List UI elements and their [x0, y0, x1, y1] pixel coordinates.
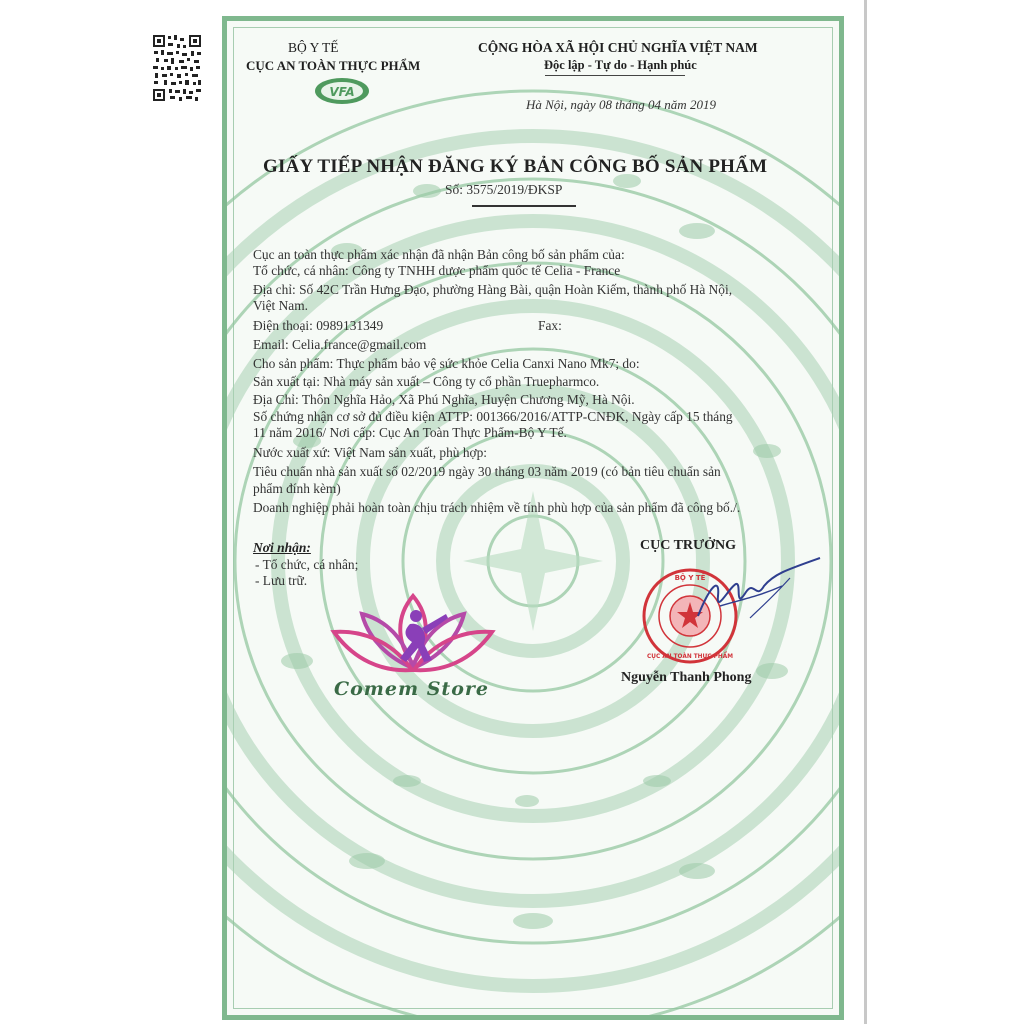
- stamp-top-text: BỘ Y TẾ: [674, 574, 706, 582]
- email-line: Email: Celia.france@gmail.com: [253, 337, 427, 352]
- standard-line: Tiêu chuẩn nhà sản xuất số 02/2019 ngày 30 tháng 03 năm 2019 (có bản tiêu chuẩn sản: [253, 464, 721, 479]
- certification-line: Số chứng nhận cơ sở đủ điều kiện ATTP: 001366/2016/ATTP-CNĐK, Ngày cấp 15 tháng: [253, 409, 733, 424]
- signer-name: Nguyễn Thanh Phong: [621, 670, 752, 685]
- recipient-item: - Tổ chức, cá nhân;: [255, 557, 359, 572]
- document-number: Số: 3575/2019/ĐKSP: [445, 182, 563, 197]
- signer-title: CỤC TRƯỞNG: [640, 538, 737, 553]
- phone-line: Điện thoại: 0989131349: [253, 318, 384, 333]
- national-motto: Độc lập - Tự do - Hạnh phúc: [544, 58, 697, 72]
- manufacturer-line: Sản xuất tại: Nhà máy sản xuất – Công ty cổ phần Truepharmco.: [253, 374, 600, 389]
- store-watermark-text: Comem Store: [334, 678, 489, 700]
- body-intro: Cục an toàn thực phẩm xác nhận đã nhận Bản công bố sản phẩm của:: [253, 247, 625, 262]
- fax-line: Fax:: [538, 318, 562, 333]
- origin-line: Nước xuất xứ: Việt Nam sản xuất, phù hợp:: [253, 445, 488, 460]
- certification-line-cont: 11 năm 2016/ Nơi cấp: Cục An Toàn Thực Phẩm-Bộ Y Tế.: [253, 425, 567, 440]
- stamp-ring-text: CỤC AN TOÀN THỰC PHẨM: [647, 654, 733, 660]
- ministry-name: BỘ Y TẾ: [288, 40, 339, 55]
- vfa-logo: [312, 76, 372, 106]
- organization-line: Tổ chức, cá nhân: Công ty TNHH dược phẩm quốc tế Celia - France: [253, 263, 621, 278]
- document-title: GIẤY TIẾP NHẬN ĐĂNG KÝ BẢN CÔNG BỐ SẢN PHẨM: [263, 156, 768, 177]
- issue-date: Hà Nội, ngày 08 tháng 04 năm 2019: [526, 97, 716, 112]
- manufacturer-address: Địa Chỉ: Thôn Nghĩa Hảo, Xã Phú Nghĩa, Huyện Chương Mỹ, Hà Nội.: [253, 392, 635, 407]
- motto-underline: [545, 75, 685, 76]
- address-line-cont: Việt Nam.: [253, 298, 308, 313]
- product-line: Cho sản phẩm: Thực phẩm bảo vệ sức khỏe Celia Canxi Nano Mk7; do:: [253, 356, 640, 371]
- standard-line-cont: phẩm đính kèm): [253, 481, 341, 496]
- vfa-logo-text: VFA: [329, 85, 355, 99]
- handwritten-signature: [690, 556, 830, 636]
- department-name: CỤC AN TOÀN THỰC PHẨM: [246, 58, 421, 73]
- responsibility-line: Doanh nghiệp phải hoàn toàn chịu trách nhiệm về tính phù hợp của sản phẩm đã công bố./.: [253, 500, 741, 515]
- nation-name: CỘNG HÒA XÃ HỘI CHỦ NGHĨA VIỆT NAM: [478, 40, 758, 55]
- qr-code: [152, 33, 202, 103]
- recipient-item: - Lưu trữ.: [255, 573, 308, 588]
- title-underline: [472, 205, 576, 207]
- page-edge-line: [864, 0, 867, 1024]
- recipients-label: Nơi nhận:: [253, 540, 311, 555]
- address-line: Địa chỉ: Số 42C Trần Hưng Đạo, phường Hàng Bài, quận Hoàn Kiếm, thành phố Hà Nội,: [253, 282, 733, 297]
